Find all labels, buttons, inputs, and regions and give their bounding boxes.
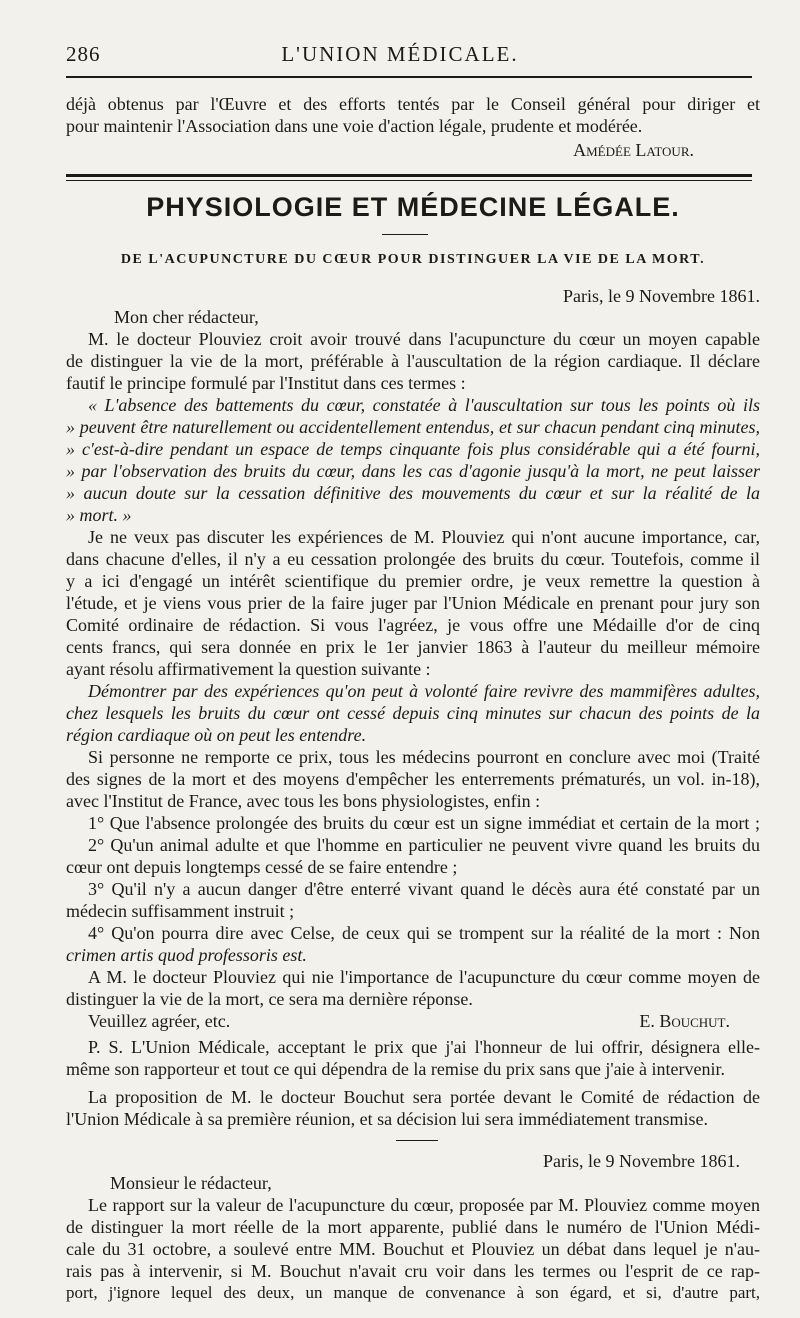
editor-note-line: l'Union Médicale à sa première réunion, et sa décision lui sera immédiatement transmise.: [66, 1109, 709, 1129]
letter1-salutation: Mon cher rédacteur,: [114, 307, 259, 327]
postscript-line: P. S. L'Union Médicale, acceptant le prix que j'ai l'honneur de lui offrir, désignera elle-: [88, 1037, 760, 1057]
body-line: l'étude, et je viens vous prier de la faire juger par l'Union Médicale en prenant pour jury son: [66, 593, 760, 613]
body-line: y a ici d'engagé un intérêt scientifique du premier ordre, je veux remettre la question à: [66, 571, 760, 591]
question-line: chez lesquels les bruits du cœur ont cessé depuis cinq minutes sur chacun des points de la: [66, 703, 760, 723]
intro-line: déjà obtenus par l'Œuvre et des efforts tentés par le Conseil général pour diriger et: [66, 94, 760, 114]
letter2-dateline: Paris, le 9 Novembre 1861.: [543, 1151, 740, 1171]
body-line: ayant résolu affirmativement la question suivante :: [66, 659, 431, 679]
body-line: Comité ordinaire de rédaction. Si vous l'agréez, je vous offre une Médaille d'or de cinq: [66, 615, 760, 635]
body-line: Si personne ne remporte ce prix, tous les médecins pourront en conclure avec moi (Traité: [88, 747, 760, 767]
quote-line: » par l'observation des bruits du cœur, dans les cas d'agonie jusqu'à la mort, ne peut laisser: [66, 461, 760, 481]
body-line: A M. le docteur Plouviez qui nie l'importance de l'acupuncture du cœur comme moyen de: [88, 967, 760, 987]
section-title: PHYSIOLOGIE ET MÉDECINE LÉGALE.: [146, 192, 680, 222]
question-line: Démontrer par des expériences qu'on peut à volonté faire revivre des mammifères adultes,: [88, 681, 760, 701]
section-subtitle: DE L'ACUPUNCTURE DU CŒUR POUR DISTINGUER LA VIE DE LA MORT.: [120, 252, 706, 267]
question-line: région cardiaque où on peut les entendre.: [66, 725, 367, 745]
letter2-salutation: Monsieur le rédacteur,: [110, 1173, 272, 1193]
conclusion-item: médecin suffisamment instruit ;: [66, 901, 295, 921]
body-line: de distinguer la mort réelle de la mort apparente, publié dans le numéro de l'Union Médi-: [66, 1217, 760, 1237]
running-title: L'UNION MÉDICALE.: [281, 42, 519, 66]
quote-line: » peuvent être naturellement ou accidentellement entendus, et sur chacun pendant cinq minutes,: [66, 417, 760, 437]
quote-line: » mort. »: [66, 505, 132, 525]
body-line: Je ne veux pas discuter les expériences de M. Plouviez qui n'ont aucune importance, car,: [88, 527, 760, 547]
postscript-line: même son rapporteur et tout ce qui dépendra de la remise du prix sans que j'aie à intervenir.: [66, 1059, 726, 1079]
intro-line: pour maintenir l'Association dans une voie d'action légale, prudente et modérée.: [66, 116, 643, 136]
body-line: rais pas à intervenir, si M. Bouchut n'avait cru voir dans les termes ou l'esprit de ce rap-: [66, 1261, 760, 1281]
quote-line: « L'absence des battements du cœur, constatée à l'auscultation sur tous les points où ils: [88, 395, 760, 415]
conclusion-item: crimen artis quod professoris est.: [66, 945, 307, 965]
quote-line: » aucun doute sur la cessation définitive des mouvements du cœur et sur la réalité de la: [66, 483, 760, 503]
conclusion-item: 1° Que l'absence prolongée des bruits du cœur est un signe immédiat et certain de la mort ;: [88, 813, 760, 833]
body-line: port, j'ignore lequel des deux, un manque de convenance à son égard, et si, d'autre part,: [66, 1283, 760, 1302]
conclusion-item: 4° Qu'on pourra dire avec Celse, de ceux qui se trompent sur la réalité de la mort : Non: [88, 923, 760, 943]
letter1-closing: Veuillez agréer, etc.: [88, 1011, 231, 1031]
letter2-column: [66, 0, 760, 1318]
intro-signature: Amédée Latour.: [573, 140, 694, 160]
body-line: cale du 31 octobre, a soulevé entre MM. Bouchut et Plouviez un débat dans lequel je n'au-: [66, 1239, 760, 1259]
letter1-signature: E. Bouchut.: [639, 1011, 730, 1031]
body-line: dans chacune d'elles, il n'y a eu cessation prolongée des bruits du cœur. Toutefois, comme il: [66, 549, 760, 569]
body-line: Le rapport sur la valeur de l'acupuncture du cœur, proposée par M. Plouviez comme moyen: [88, 1195, 760, 1215]
body-line: fautif le principe formulé par l'Institut dans ces termes :: [66, 373, 466, 393]
body-line: avec l'Institut de France, avec tous les bons physiologistes, enfin :: [66, 791, 541, 811]
editor-note-line: La proposition de M. le docteur Bouchut sera portée devant le Comité de rédaction de: [88, 1087, 760, 1107]
body-line: des signes de la mort et des moyens d'empêcher les enterrements prématurés, un vol. in-18),: [66, 769, 760, 789]
conclusion-item: 2° Qu'un animal adulte et que l'homme en particulier ne peuvent vivre quand les bruits du: [88, 835, 760, 855]
conclusion-item: 3° Qu'il n'y a aucun danger d'être enterré vivant quand le décès aura été constaté par un: [88, 879, 760, 899]
letter1-dateline: Paris, le 9 Novembre 1861.: [563, 286, 760, 306]
page-number: 286: [66, 42, 101, 66]
body-line: M. le docteur Plouviez croit avoir trouvé dans l'acupuncture du cœur un moyen capable: [88, 329, 760, 349]
body-line: de distinguer la vie de la mort, préférable à l'auscultation de la région cardiaque. Il déclare: [66, 351, 760, 371]
body-line: distinguer la vie de la mort, ce sera ma dernière réponse.: [66, 989, 473, 1009]
body-line: cents francs, qui sera donnée en prix le 1er janvier 1863 à l'auteur du meilleur mémoire: [66, 637, 760, 657]
quote-line: » c'est-à-dire pendant un espace de temps cinquante fois plus considérable qui a été fourni,: [66, 439, 760, 459]
conclusion-item: cœur ont depuis longtemps cessé de se faire entendre ;: [66, 857, 458, 877]
